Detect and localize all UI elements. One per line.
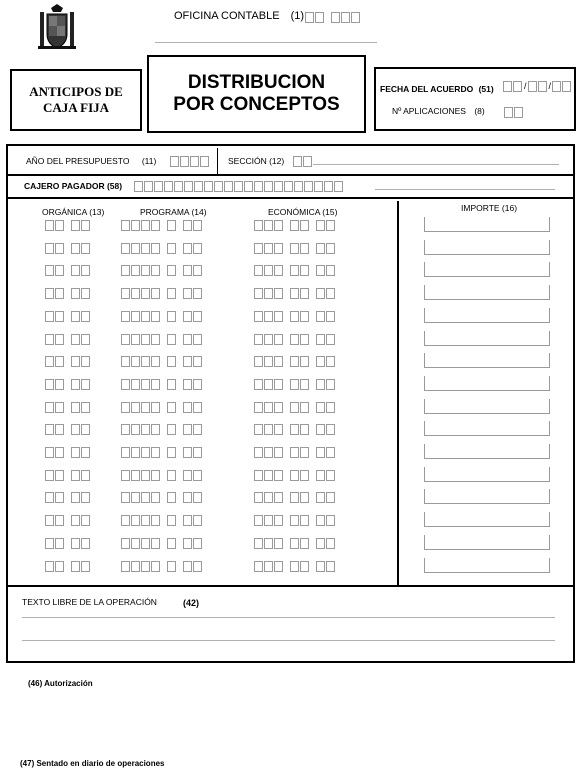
anio-field[interactable]: [170, 153, 210, 171]
oficina-label-text: OFICINA CONTABLE: [174, 10, 280, 22]
fecha-label-text: FECHA DEL ACUERDO: [380, 84, 474, 94]
oficina-underline: [155, 42, 377, 43]
organica-field[interactable]: [45, 423, 91, 436]
economica-field[interactable]: [254, 310, 336, 323]
oficina-num: (1): [290, 10, 305, 22]
organica-field[interactable]: [45, 310, 91, 323]
economica-field[interactable]: [254, 242, 336, 255]
anticipos-title: ANTICIPOS DE CAJA FIJA: [29, 84, 123, 115]
importe-field[interactable]: [424, 240, 550, 255]
sentado-label: (47) Sentado en diario de operaciones: [20, 759, 165, 768]
oficina-contable-label: [174, 10, 304, 22]
economica-field[interactable]: [254, 537, 336, 550]
fecha-label: [380, 84, 494, 94]
fecha-sep-1: /: [524, 81, 527, 91]
col-importe-header: IMPORTE (16): [461, 203, 518, 213]
aplicaciones-label-text: Nº APLICACIONES: [392, 106, 466, 116]
economica-field[interactable]: [254, 446, 336, 459]
programa-field[interactable]: [121, 537, 203, 550]
economica-field[interactable]: [254, 333, 336, 346]
coat-of-arms-emblem: [34, 2, 80, 52]
organica-field[interactable]: [45, 355, 91, 368]
anio-label: [26, 156, 156, 166]
importe-field[interactable]: [424, 308, 550, 323]
col-programa-header: PROGRAMA (14): [140, 207, 207, 217]
importe-field[interactable]: [424, 217, 550, 232]
programa-field[interactable]: [121, 446, 203, 459]
seccion-field[interactable]: [293, 153, 313, 171]
organica-field[interactable]: [45, 242, 91, 255]
organica-field[interactable]: [45, 560, 91, 573]
programa-field[interactable]: [121, 401, 203, 414]
aplicaciones-field[interactable]: [504, 104, 524, 122]
texto-libre-label: TEXTO LIBRE DE LA OPERACIÓN: [22, 597, 157, 607]
importe-column-divider: [397, 201, 399, 585]
economica-field[interactable]: [254, 287, 336, 300]
organica-field[interactable]: [45, 446, 91, 459]
anticipos-box: [10, 69, 142, 131]
col-organica-header: ORGÁNICA (13): [42, 207, 105, 217]
economica-field[interactable]: [254, 423, 336, 436]
importe-field[interactable]: [424, 421, 550, 436]
programa-field[interactable]: [121, 491, 203, 504]
importe-field[interactable]: [424, 512, 550, 527]
organica-field[interactable]: [45, 287, 91, 300]
importe-field[interactable]: [424, 467, 550, 482]
importe-field[interactable]: [424, 558, 550, 573]
seccion-label: SECCIÓN (12): [228, 156, 285, 166]
anio-label-text: AÑO DEL PRESUPUESTO: [26, 156, 130, 166]
row-divider-1: [8, 174, 573, 176]
row-divider-2: [8, 197, 573, 199]
organica-field[interactable]: [45, 333, 91, 346]
importe-field[interactable]: [424, 399, 550, 414]
economica-field[interactable]: [254, 560, 336, 573]
programa-field[interactable]: [121, 242, 203, 255]
fecha-box: [374, 67, 576, 131]
organica-field[interactable]: [45, 219, 91, 232]
coat-of-arms-icon: [34, 2, 80, 52]
economica-field[interactable]: [254, 219, 336, 232]
importe-field[interactable]: [424, 285, 550, 300]
oficina-code-field[interactable]: [305, 9, 361, 27]
autorizacion-label: (46) Autorización: [28, 679, 93, 688]
organica-field[interactable]: [45, 514, 91, 527]
organica-field[interactable]: [45, 401, 91, 414]
organica-field[interactable]: [45, 537, 91, 550]
cajero-field[interactable]: [134, 178, 344, 196]
main-title: DISTRIBUCION POR CONCEPTOS: [173, 72, 340, 115]
programa-field[interactable]: [121, 219, 203, 232]
economica-field[interactable]: [254, 355, 336, 368]
importe-field[interactable]: [424, 535, 550, 550]
main-title-box: [147, 55, 366, 133]
fecha-num: (51): [478, 84, 494, 94]
fecha-sep-2: /: [548, 81, 552, 91]
importe-field[interactable]: [424, 353, 550, 368]
economica-field[interactable]: [254, 469, 336, 482]
programa-field[interactable]: [121, 469, 203, 482]
importe-field[interactable]: [424, 331, 550, 346]
texto-libre-line-2[interactable]: [22, 640, 555, 641]
cajero-label: CAJERO PAGADOR (58): [24, 181, 123, 191]
programa-field[interactable]: [121, 333, 203, 346]
economica-field[interactable]: [254, 264, 336, 277]
importe-field[interactable]: [424, 376, 550, 391]
organica-field[interactable]: [45, 469, 91, 482]
texto-libre-num: (42): [183, 598, 200, 608]
programa-field[interactable]: [121, 287, 203, 300]
fecha-date-field[interactable]: [503, 81, 572, 92]
importe-field[interactable]: [424, 262, 550, 277]
importe-field[interactable]: [424, 444, 550, 459]
programa-field[interactable]: [121, 355, 203, 368]
programa-field[interactable]: [121, 378, 203, 391]
importe-field[interactable]: [424, 489, 550, 504]
col-economica-header: ECONÓMICA (15): [268, 207, 338, 217]
economica-field[interactable]: [254, 378, 336, 391]
programa-field[interactable]: [121, 560, 203, 573]
economica-field[interactable]: [254, 401, 336, 414]
programa-field[interactable]: [121, 264, 203, 277]
anio-num: (11): [141, 156, 157, 166]
organica-field[interactable]: [45, 378, 91, 391]
aplicaciones-num: (8): [474, 106, 485, 116]
organica-field[interactable]: [45, 264, 91, 277]
economica-field[interactable]: [254, 514, 336, 527]
organica-field[interactable]: [45, 491, 91, 504]
cajero-underline: [375, 189, 555, 190]
programa-field[interactable]: [121, 514, 203, 527]
anio-seccion-divider: [217, 148, 218, 174]
seccion-underline: [313, 164, 559, 165]
texto-libre-line-1[interactable]: [22, 617, 555, 618]
programa-field[interactable]: [121, 423, 203, 436]
row-divider-3: [8, 585, 573, 587]
economica-field[interactable]: [254, 491, 336, 504]
aplicaciones-label: [392, 106, 485, 116]
programa-field[interactable]: [121, 310, 203, 323]
